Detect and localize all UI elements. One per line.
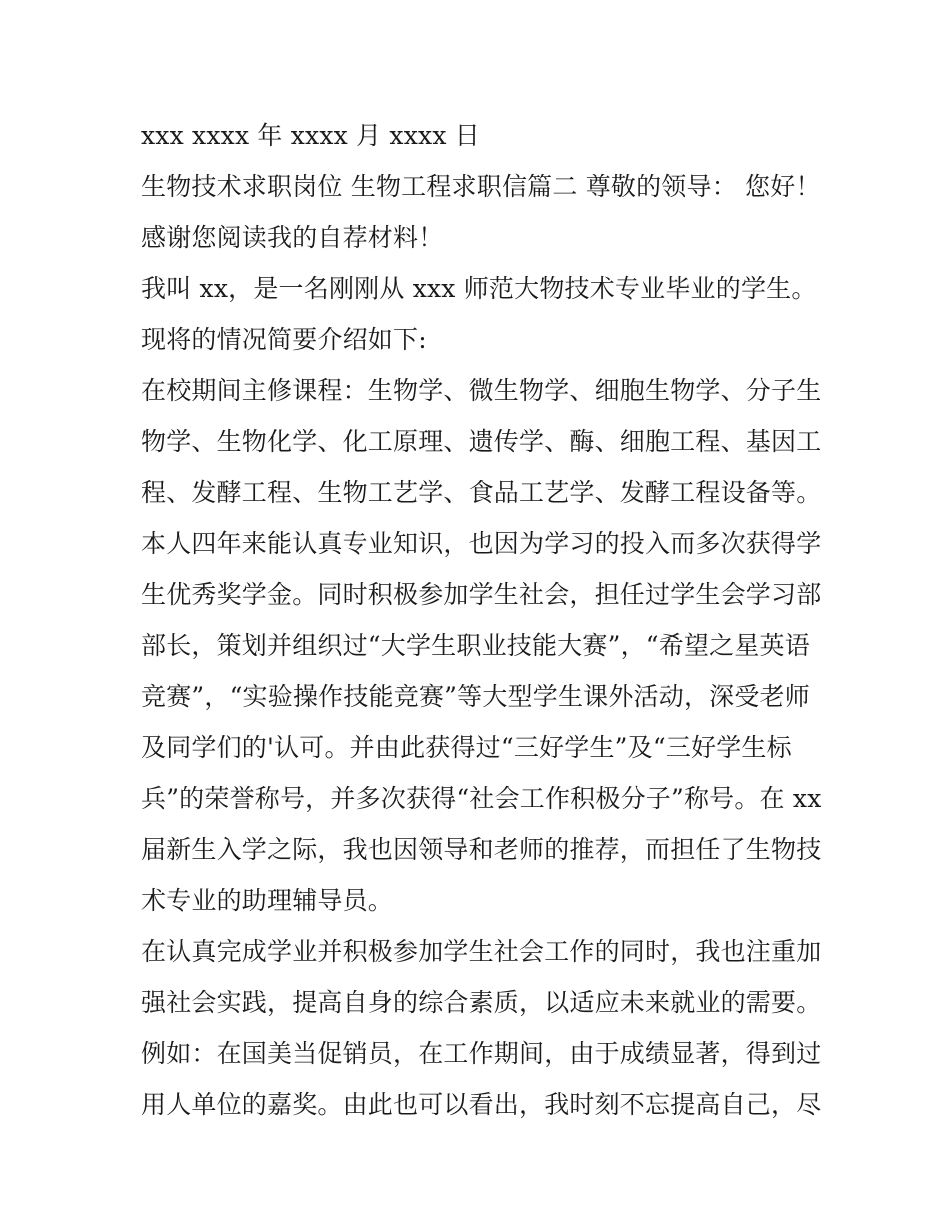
text-line: 在校期间主修课程：生物学、微生物学、细胞生物学、分子生 — [141, 376, 822, 405]
text-line: 部长，策划并组织过“大学生职业技能大赛”，“希望之星英语 — [141, 631, 810, 660]
text-line: 强社会实践，提高自身的综合素质，以适应未来就业的需要。 — [141, 988, 822, 1017]
text-line: 感谢您阅读我的自荐材料！ — [141, 223, 444, 252]
text-line: 届新生入学之际，我也因领导和老师的推荐，而担任了生物技 — [141, 835, 822, 864]
heading-line: 生物技术求职岗位 生物工程求职信篇二 尊敬的领导： 您好！ — [141, 172, 821, 201]
text-line: 本人四年来能认真专业知识，也因为学习的投入而多次获得学 — [141, 529, 822, 558]
text-line: 例如：在国美当促销员，在工作期间，由于成绩显著，得到过 — [141, 1039, 822, 1068]
text-line: 竞赛”，“实验操作技能竞赛”等大型学生课外活动，深受老师 — [141, 682, 810, 711]
text-line: 生优秀奖学金。同时积极参加学生社会，担任过学生会学习部 — [141, 580, 822, 609]
text-line: 兵”的荣誉称号，并多次获得“社会工作积极分子”称号。在 xx — [141, 784, 822, 813]
text-line: 及同学们的'认可。并由此获得过“三好学生”及“三好学生标 — [141, 733, 792, 762]
text-line: 术专业的助理辅导员。 — [141, 886, 394, 915]
text-line: 用人单位的嘉奖。由此也可以看出，我时刻不忘提高自己，尽 — [141, 1090, 822, 1119]
text-line: 程、发酵工程、生物工艺学、食品工艺学、发酵工程设备等。 — [141, 478, 822, 507]
text-line: 物学、生物化学、化工原理、遗传学、酶、细胞工程、基因工 — [141, 427, 822, 456]
text-line: 在认真完成学业并积极参加学生社会工作的同时，我也注重加 — [141, 937, 822, 966]
date-line: xxx xxxx 年 xxxx 月 xxxx 日 — [141, 121, 480, 150]
document-body — [141, 110, 821, 1130]
text-line: 我叫 xx，是一名刚刚从 xxx 师范大物技术专业毕业的学生。 — [141, 274, 817, 303]
text-line: 现将的情况简要介绍如下: — [141, 325, 427, 354]
